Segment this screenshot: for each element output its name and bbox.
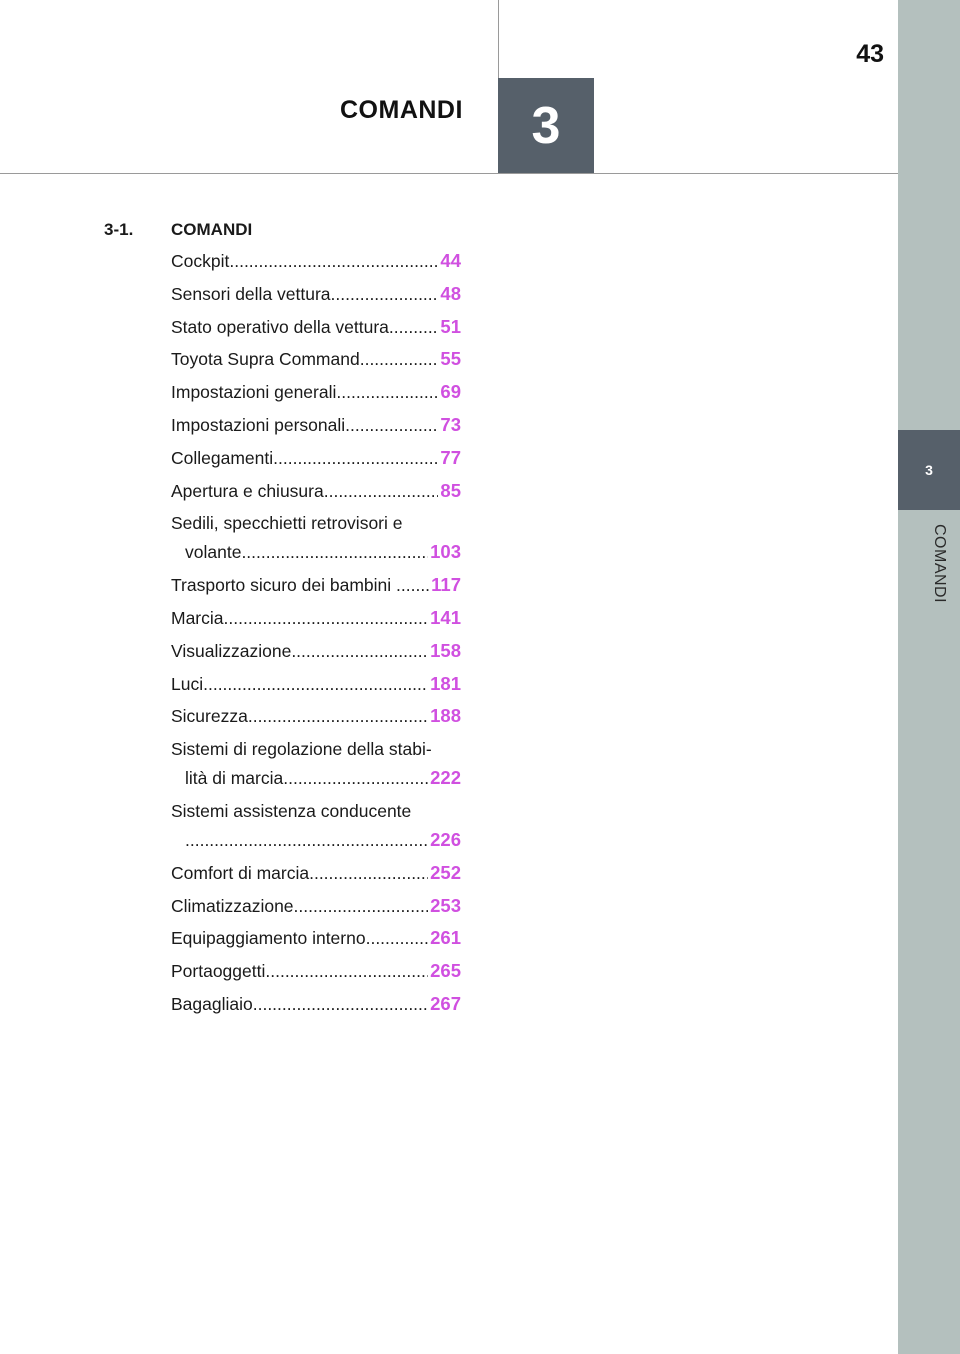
toc-entry-title: Equipaggiamento interno <box>171 928 366 949</box>
toc-entry[interactable] <box>171 894 461 916</box>
toc-entry[interactable] <box>171 252 461 270</box>
toc-entry[interactable] <box>171 707 461 725</box>
toc-entry-title: Marcia <box>171 607 224 628</box>
toc-page-ref[interactable]: 141 <box>430 606 461 628</box>
toc-leader-dots <box>336 383 438 401</box>
toc-leader-dots <box>324 482 439 500</box>
toc-leader-dots <box>241 543 428 561</box>
toc-page-ref[interactable]: 158 <box>430 639 461 661</box>
section-number: 3-1. <box>104 220 134 239</box>
toc-page-ref[interactable]: 188 <box>430 705 461 727</box>
toc-leader-dots <box>366 929 429 947</box>
toc-entry[interactable] <box>171 962 461 980</box>
toc-page-ref[interactable]: 265 <box>430 960 461 982</box>
toc-entry[interactable] <box>171 576 461 594</box>
toc-leader-dots <box>294 897 429 915</box>
toc-entry[interactable] <box>171 479 461 501</box>
toc-entry[interactable] <box>171 413 461 435</box>
toc-leader-dots <box>389 318 439 336</box>
toc-leader-dots <box>224 609 429 627</box>
toc-leader-dots <box>185 831 428 849</box>
toc-entry[interactable] <box>171 282 461 304</box>
side-chapter-tab[interactable]: 3 <box>898 430 960 510</box>
toc-leader-dots <box>203 675 428 693</box>
toc-page-ref[interactable]: 44 <box>440 250 461 271</box>
toc-page-ref[interactable]: 55 <box>440 348 461 370</box>
toc-page-ref[interactable]: 261 <box>430 927 461 949</box>
toc-leader-dots <box>283 769 428 787</box>
toc-entry-title: Apertura e chiusura <box>171 480 324 501</box>
toc-entry[interactable] <box>171 740 461 787</box>
toc-leader-dots <box>360 350 439 368</box>
header-divider-vertical <box>498 0 499 78</box>
toc-leader-dots <box>331 285 439 303</box>
toc-leader-dots <box>401 576 429 594</box>
toc-entry-title: Sicurezza <box>171 706 248 727</box>
toc-entry-title: Cockpit <box>171 251 230 271</box>
table-of-contents <box>171 252 461 1028</box>
toc-entry[interactable] <box>171 315 461 337</box>
toc-leader-dots <box>229 252 438 270</box>
toc-page-ref[interactable]: 222 <box>430 767 461 789</box>
toc-entry[interactable] <box>171 861 461 883</box>
toc-entry-title: Stato operativo della vettura <box>171 316 389 337</box>
toc-leader-dots <box>309 864 428 882</box>
side-chapter-label: COMANDI <box>931 524 948 604</box>
page-title: COMANDI <box>340 96 463 124</box>
toc-leader-dots <box>265 962 428 980</box>
toc-entry-title: Portaoggetti <box>171 961 266 982</box>
toc-entry-title: Impostazioni generali <box>171 382 337 403</box>
toc-entry-title: Climatizzazione <box>171 895 294 916</box>
section-title: COMANDI <box>171 220 253 239</box>
toc-entry[interactable] <box>171 383 461 401</box>
toc-page-ref[interactable]: 181 <box>430 672 461 694</box>
toc-page-ref[interactable]: 226 <box>430 828 461 850</box>
page-number: 43 <box>856 40 884 68</box>
toc-entry-title: Comfort di marcia <box>171 862 310 883</box>
toc-entry-title: Collegamenti <box>171 447 274 468</box>
toc-entry-title: Bagagliaio <box>171 993 253 1014</box>
toc-page-ref[interactable]: 117 <box>431 574 461 596</box>
toc-page-ref[interactable]: 253 <box>430 894 461 916</box>
toc-page-ref[interactable]: 77 <box>440 446 461 468</box>
toc-entry-title: Impostazioni personali <box>171 414 346 435</box>
toc-entry-title: Sedili, specchietti retrovisori e <box>171 513 403 534</box>
toc-page-ref[interactable]: 51 <box>440 315 461 337</box>
toc-entry[interactable] <box>171 514 461 561</box>
toc-entry-title: Sensori della vettura <box>171 283 331 304</box>
toc-leader-dots <box>248 707 428 725</box>
toc-entry[interactable] <box>171 350 461 368</box>
toc-entry[interactable] <box>171 929 461 947</box>
toc-entry-title: Sistemi assistenza conducente <box>171 800 412 821</box>
toc-entry-title: Toyota Supra Command <box>171 349 360 370</box>
toc-entry-title: Trasporto sicuro dei bambini . <box>171 575 401 596</box>
chapter-number-box: 3 <box>498 78 594 173</box>
toc-page-ref[interactable]: 69 <box>440 381 461 403</box>
toc-entry-title: Sistemi di regolazione della stabi- <box>171 739 432 760</box>
toc-page-ref[interactable]: 48 <box>440 282 461 304</box>
toc-entry[interactable] <box>171 672 461 694</box>
toc-page-ref[interactable]: 73 <box>440 413 461 435</box>
toc-page-ref[interactable]: 252 <box>430 861 461 883</box>
side-bar <box>898 0 960 1354</box>
toc-leader-dots <box>291 642 428 660</box>
toc-leader-dots <box>253 995 428 1013</box>
toc-entry-title-cont: volante <box>185 542 242 563</box>
toc-entry[interactable] <box>171 639 461 661</box>
toc-entry-title: Luci <box>171 673 204 694</box>
toc-entry-title-cont: lità di marcia <box>185 768 284 789</box>
toc-leader-dots <box>345 416 438 434</box>
toc-entry[interactable] <box>171 802 461 849</box>
toc-entry[interactable] <box>171 446 461 468</box>
header-divider-horizontal <box>0 173 898 174</box>
toc-page-ref[interactable]: 103 <box>430 541 461 563</box>
toc-leader-dots <box>273 449 438 467</box>
toc-entry[interactable] <box>171 992 461 1014</box>
toc-entry[interactable] <box>171 606 461 628</box>
toc-page-ref[interactable]: 85 <box>440 479 461 501</box>
toc-page-ref[interactable]: 267 <box>430 992 461 1014</box>
toc-entry-title: Visualizzazione <box>171 640 292 661</box>
